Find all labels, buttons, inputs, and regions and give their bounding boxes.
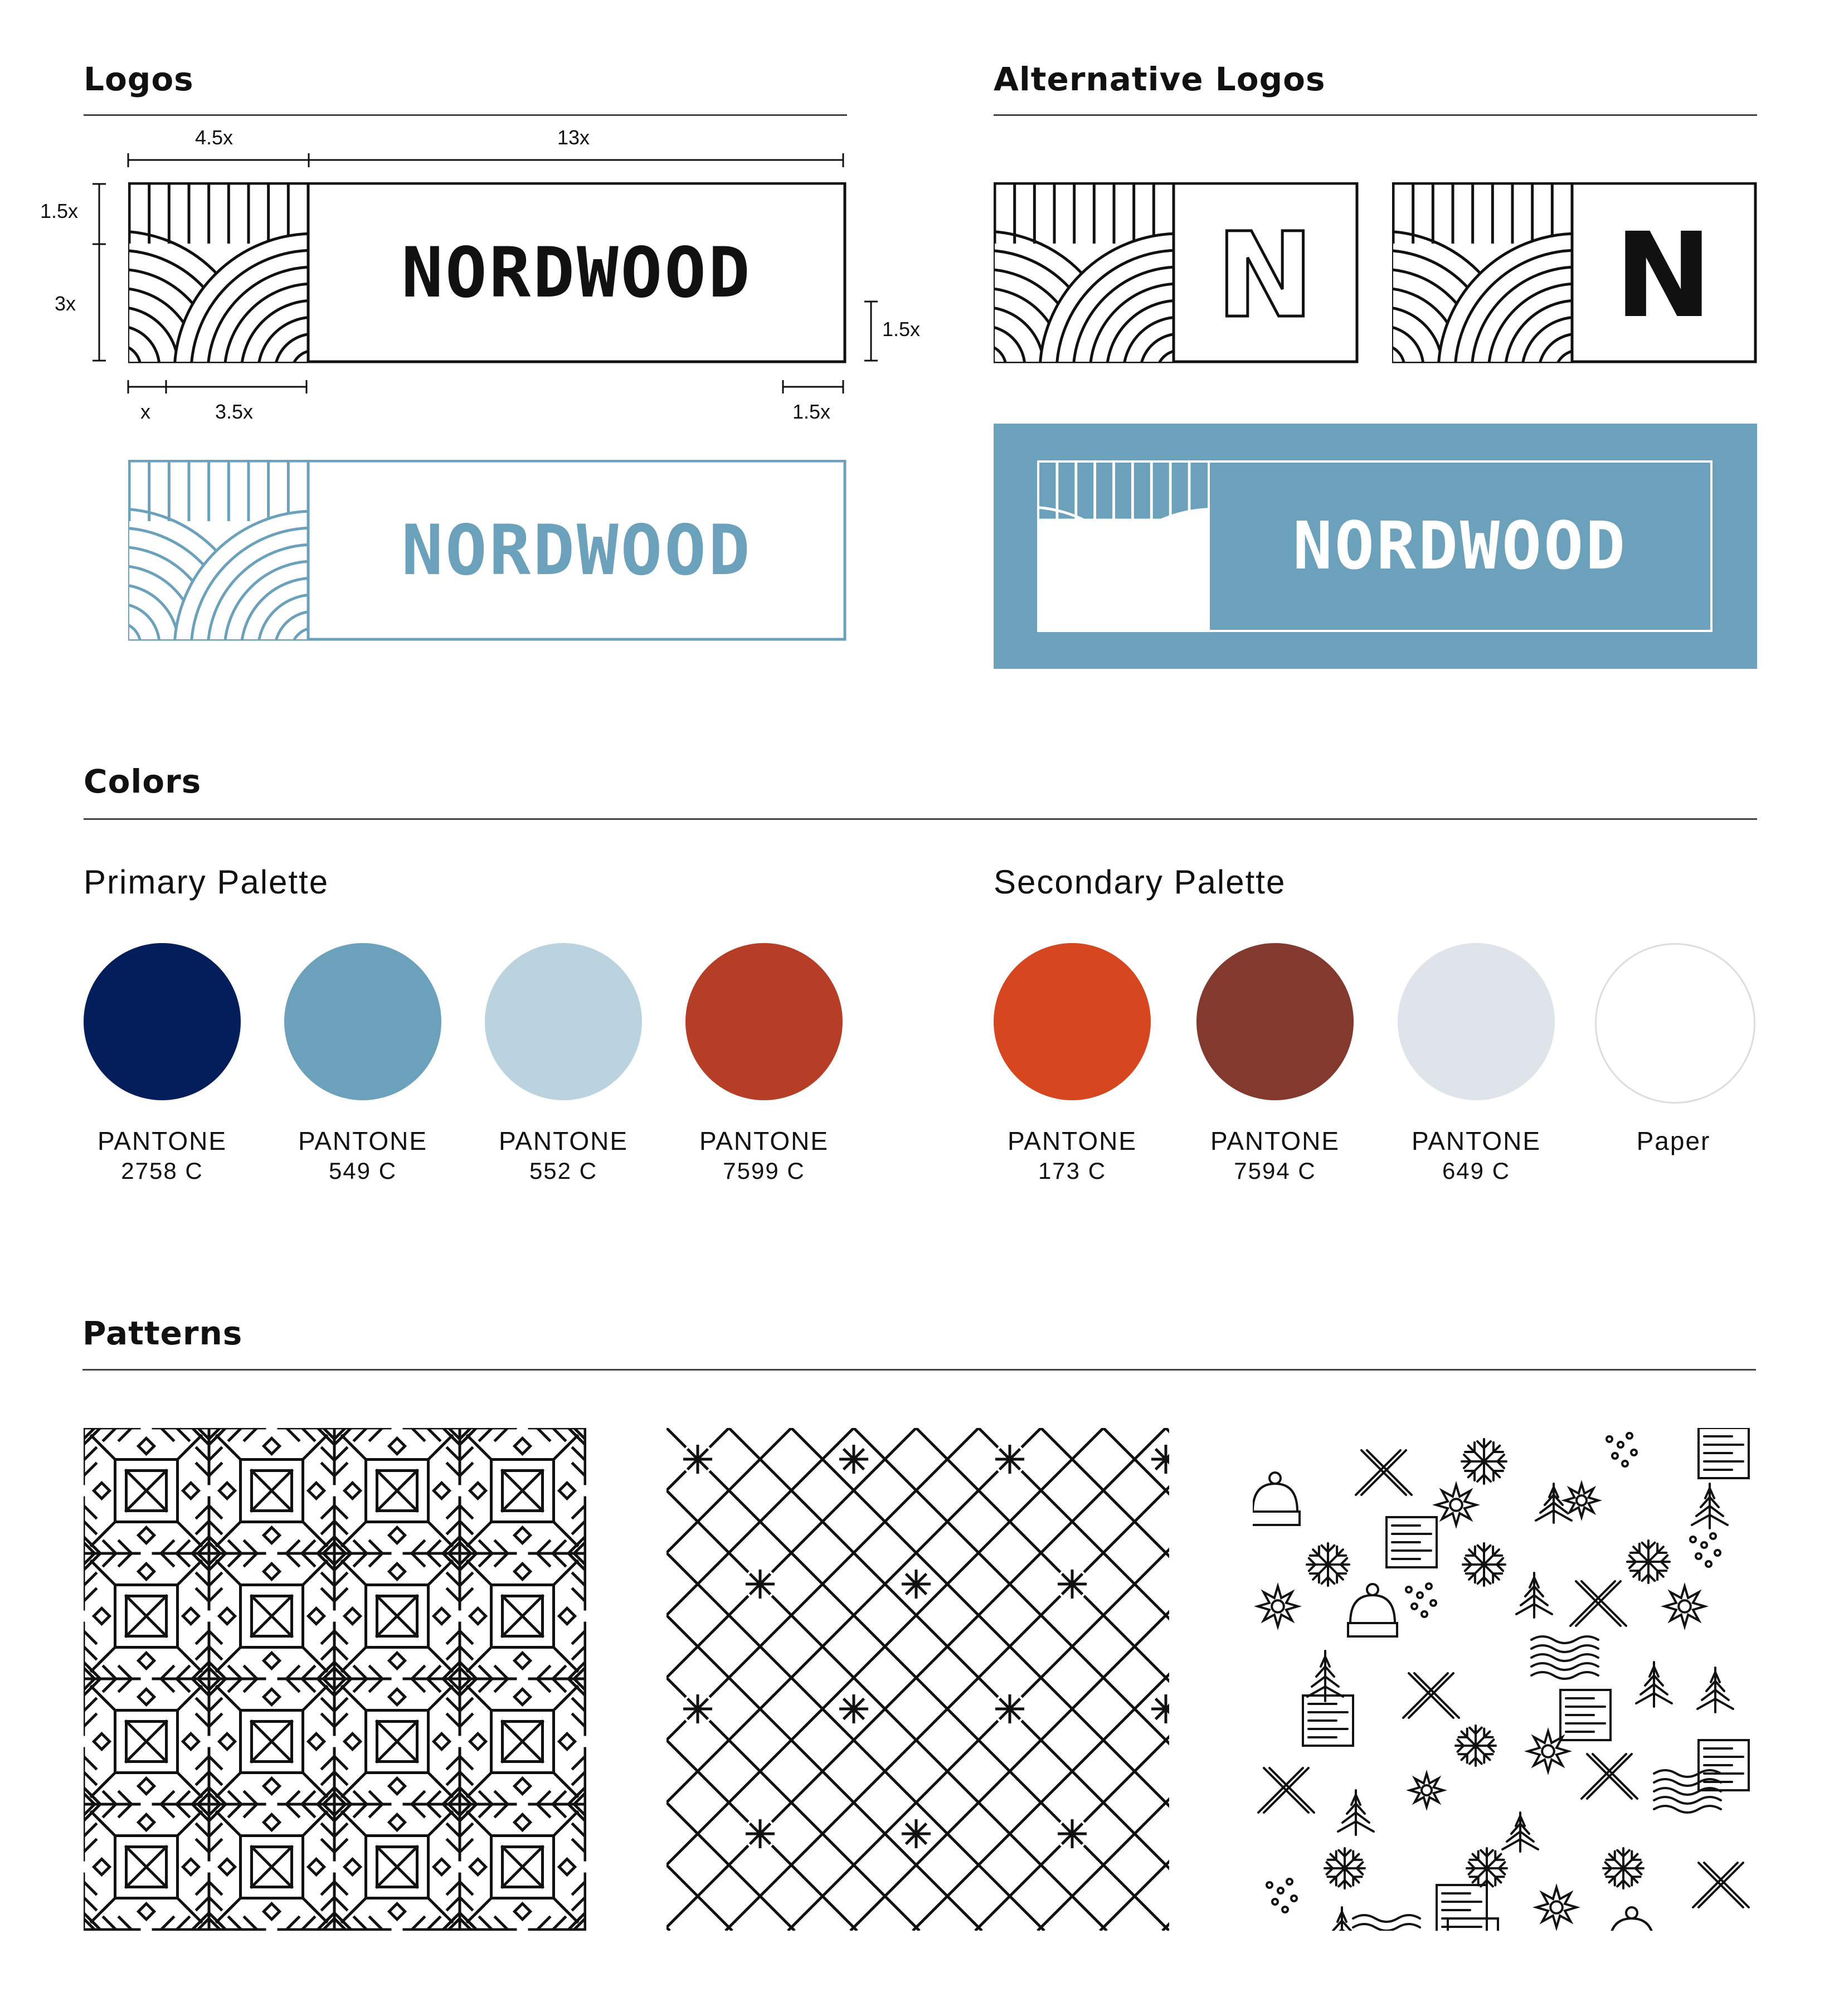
- pattern-diamond-lattice: [666, 1428, 1169, 1931]
- logos-heading: Logos: [84, 60, 194, 98]
- color-swatch: [994, 943, 1151, 1100]
- color-swatch: [1398, 943, 1555, 1100]
- swatch-brand: PANTONE: [97, 1126, 227, 1155]
- dim-bottom-b: 3.5x: [215, 400, 254, 423]
- dim-right: 1.5x: [882, 318, 921, 341]
- colors-rule: [84, 818, 1757, 820]
- color-swatch: [284, 943, 441, 1100]
- color-swatch: [485, 943, 642, 1100]
- color-swatch: [84, 943, 241, 1100]
- patterns-heading: Patterns: [82, 1314, 243, 1352]
- swatch-brand: PANTONE: [699, 1126, 829, 1155]
- dim-bottom-right: 1.5x: [792, 400, 831, 423]
- swatch-code: 173 C: [1038, 1158, 1107, 1184]
- swatch-brand: PANTONE: [1210, 1126, 1340, 1155]
- dim-left-bottom: 3x: [55, 292, 76, 315]
- colors-heading: Colors: [84, 762, 202, 800]
- swatch-code: 7594 C: [1234, 1158, 1316, 1184]
- swatch-code: 2758 C: [121, 1158, 203, 1184]
- color-swatch-label: [983, 1126, 1161, 1186]
- swatch-brand: PANTONE: [1007, 1126, 1137, 1155]
- pattern-snowflake-tile: [84, 1428, 586, 1931]
- swatch-code: 549 C: [328, 1158, 397, 1184]
- swatch-brand: PANTONE: [1411, 1126, 1541, 1155]
- logo-wordmark: NORDWOOD: [401, 511, 752, 591]
- swatch-brand: PANTONE: [498, 1126, 629, 1155]
- color-swatch-label: [73, 1126, 251, 1186]
- color-swatch-label: [1584, 1126, 1763, 1156]
- secondary-palette-title: Secondary Palette: [994, 863, 1286, 901]
- logo-wordmark: NORDWOOD: [1292, 507, 1628, 584]
- color-swatch-label: [474, 1126, 653, 1186]
- color-swatch-label: [274, 1126, 452, 1186]
- color-swatch-label: [675, 1126, 853, 1186]
- dim-bottom-a: x: [140, 400, 150, 423]
- alt-logo-monogram-solid: [1392, 182, 1757, 364]
- alt-logo-reversed-blue: [994, 424, 1757, 669]
- pattern-winter-icons: [1253, 1428, 1755, 1931]
- color-swatch: [1196, 943, 1354, 1100]
- dim-top-right: 13x: [557, 126, 590, 149]
- logo-monogram: N: [1216, 207, 1314, 344]
- swatch-code: 552 C: [529, 1158, 598, 1184]
- dim-left-top: 1.5x: [40, 200, 79, 222]
- alt-logo-monogram-outline: [994, 182, 1359, 364]
- alternative-logos-heading: Alternative Logos: [994, 60, 1326, 98]
- swatch-code: 649 C: [1442, 1158, 1511, 1184]
- primary-palette-title: Primary Palette: [84, 863, 329, 901]
- logo-wordmark: NORDWOOD: [401, 233, 752, 313]
- swatch-code: 7599 C: [723, 1158, 805, 1184]
- logo-primary-black: [128, 182, 847, 364]
- color-swatch-label: [1186, 1126, 1364, 1186]
- swatch-brand: PANTONE: [298, 1126, 428, 1155]
- swatch-brand: Paper: [1636, 1126, 1711, 1155]
- patterns-rule: [82, 1369, 1756, 1371]
- logo-monogram: N: [1614, 207, 1712, 344]
- color-swatch: [1595, 943, 1755, 1104]
- color-swatch: [685, 943, 843, 1100]
- alternative-logos-rule: [994, 114, 1757, 116]
- dim-top-left: 4.5x: [195, 126, 233, 149]
- color-swatch-label: [1387, 1126, 1565, 1186]
- logo-primary-blue: [128, 460, 847, 642]
